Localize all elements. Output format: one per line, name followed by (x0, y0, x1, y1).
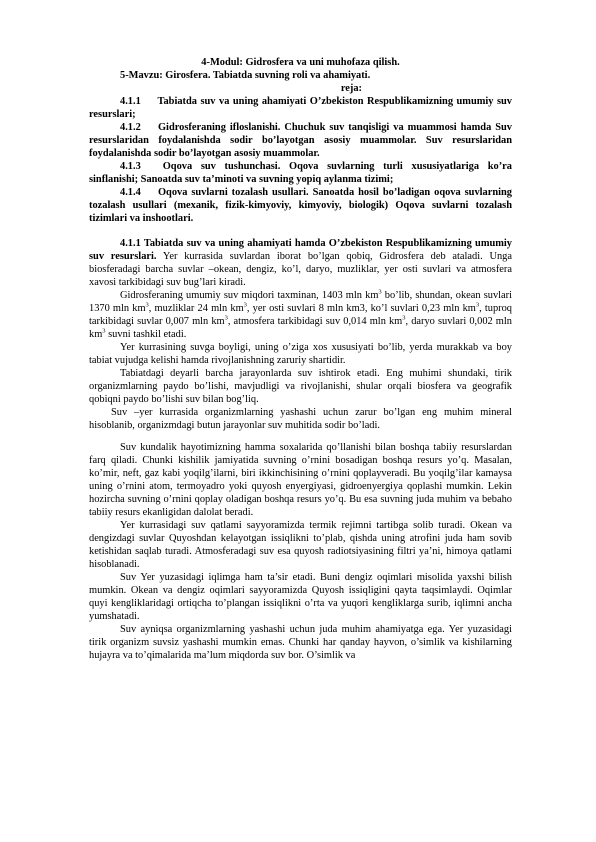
plan-item (89, 95, 512, 121)
body-paragraph: Suv Yer yuzasidagi iqlimga ham ta’sir etadi. Buni dengiz oqimlari misolida yaxshi bilish mumkin. Okean va dengiz oqimlari sayyoramizda Quyosh issiqligini qayta taqsimlaydi. Oqimlar quyi kengliklaridagi ortiqcha to’plangan issiqlikni o’rta va yuqori kengliklarga surib, iqlimni ancha yumshatadi. (89, 572, 512, 622)
plan-list (89, 95, 512, 225)
plan-item-number: 4.1.2 (120, 122, 141, 133)
body-paragraph: Suv kundalik hayotimizning hamma soxalarida qo’llanishi bilan boshqa tabiiy resurslardan farq qiladi. Chunki kishilik jamiyatida suvning o’rnini bosadigan boshqa resurs yo’q. Masalan, ko’mir, neft, gaz kabi yoqilg’ilarni, biri ikkinchisining o’rnini qoplayveradi. Bu yoqilg’ilar kamaysa uning o’rnini atom, termoyadro yoki quyosh enyergiyasi, gidroenyergiya qoplashi mumkin. Lekin hozircha suvning o’rnini qoplay oladigan boshqa resurs yo’q. Bu esa suvning juda muhim va bebaho tabiiy resurs ekanligidan dalolat beradi. (89, 442, 512, 518)
plan-item-text: Oqova suvlarni tozalash usullari. Sanoatda hosil bo’ladigan oqova suvlarning tozalash usullari (mexanik, fizik-kimyoviy, kimyoviy, biologik) Oqova suvlarni tozalash tizimlari va inshootlari. (89, 187, 512, 224)
volume-paragraph: Gidrosferaning umumiy suv miqdori taxminan, 1403 mln $km^3$ bo’lib, shundan, okean suvlari 1370 mln $km^3$, muzliklar 24 mln $km^3$, yer osti suvlari 8 mln km3, ko’l suvlari 0,23 mln $km^3$, tuproq tarkibidagi suvlar 0,007 mln $km^3$, atmosfera tarkibidagi suv 0,014 mln $km^3$, daryo suvlari 0,002 mln $km^3$ suvni tashkil etadi. (89, 288, 513, 340)
plan-item-number: 4.1.1 (120, 96, 141, 107)
plan-item-number: 4.1.4 (120, 187, 141, 198)
plan-label: reja: (340, 83, 362, 94)
body-paragraph: Suv –yer kurrasida organizmlarning yashashi uchun zarur bo’lgan eng muhim mineral hisoblanib, organizmdagi butun jarayonlar suv muhitida sodir bo’ladi. (89, 407, 512, 431)
plan-item-text: Oqova suv tushunchasi. Oqova suvlarning turli xususiyatlariga ko’ra sinflanishi; Sanoatda suv ta’minoti va suvning yopiq aylanma tizimi; (89, 161, 512, 185)
plan-item-text: Tabiatda suv va uning ahamiyati O’zbekiston Respublikamizning umumiy suv resurslari; (89, 96, 512, 120)
section-heading: 4.1.1 Tabiatda suv va uning ahamiyati hamda O’zbekiston Respublikamizning umumiy suv resurslari. (89, 238, 512, 262)
topic-title: 5-Mavzu: Girosfera. Tabiatda suvning roli va ahamiyati. (120, 70, 371, 81)
body-paragraph: Tabiatdagi deyarli barcha jarayonlarda suv ishtirok etadi. Eng muhimi shundaki, tirik organizmlarning paydo bo’lishi, mavjudligi va rivojlanishi, shular orqali biosfera va geografik qobiqni paydo bo’lishi suv bilan bog’liq. (89, 368, 512, 405)
plan-item (89, 121, 512, 160)
module-title: 4-Modul: Gidrosfera va uni muhofaza qilish. (201, 57, 400, 68)
plan-item (89, 160, 512, 186)
section-intro: Yer kurrasida suvlardan iborat bo’lgan qobiq, Gidrosfera deb ataladi. Unga biosferadagi barcha suvlar –okean, dengiz, ko’l, daryo, muzliklar, yer osti suvlari va atmosfera xavosi tarkibidagi suv bug’lari kiradi. (89, 251, 512, 288)
body-paragraph: Yer kurrasidagi suv qatlami sayyoramizda termik rejimni tartibga solib turadi. Okean va dengizdagi suvlar Quyoshdan kelayotgan issiqlikni to’plab, qishda uning atrofini juda ham sovib ketishidan saqlab turadi. Atmosferadagi suv esa quyosh radiotsiyasining filtri ya’ni, himoya qatlami hisoblanadi. (89, 520, 512, 570)
body-paragraph: Suv ayniqsa organizmlarning yashashi uchun juda muhim ahamiyatga ega. Yer yuzasidagi tirik organizm suvsiz yashashi mumkin emas. Chunki har qanday hayvon, o’simlik va kishilarning hujayra va to’qimalarida ma’lum miqdorda suv bor. O’simlik va (89, 624, 512, 661)
section-paragraph (89, 237, 512, 289)
plan-item-text: Gidrosferaning ifloslanishi. Chuchuk suv tanqisligi va muammosi hamda Suv resurslaridan foydalanishda sodir bo’layotgan asosiy muammolar. Suv resurslaridan foydalanishda sodir bo’layotgan asosiy muammolar. (89, 122, 512, 159)
body-paragraph: Yer kurrasining suvga boyligi, uning o’ziga xos xususiyati bo’lib, yerda murakkab va boy tabiat vujudga kelishi hamda rivojlanishning zaruriy shartidir. (89, 342, 512, 366)
plan-item-number: 4.1.3 (120, 161, 141, 172)
plan-item (89, 186, 512, 225)
